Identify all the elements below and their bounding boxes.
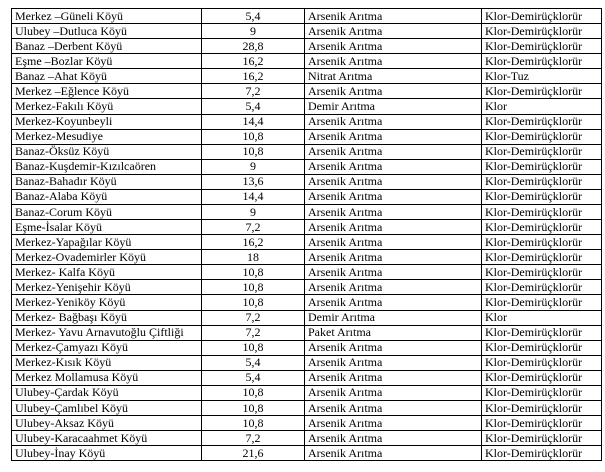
- disinfection-cell: Klor-Demirüçklorür: [482, 24, 602, 39]
- table-row: [12, 99, 602, 114]
- value-cell: 5,4: [202, 355, 305, 370]
- disinfection-cell: Klor-Demirüçklorür: [482, 159, 602, 174]
- treatment-cell: Arsenik Arıtma: [305, 250, 482, 265]
- value-cell: 13,6: [202, 174, 305, 189]
- value-cell: 9: [202, 205, 305, 220]
- table-row: [12, 385, 602, 400]
- location-cell: Ulubey-Çamlıbel Köyü: [12, 401, 202, 416]
- treatment-cell: Arsenik Arıtma: [305, 295, 482, 310]
- table-row: [12, 370, 602, 385]
- table-row: [12, 355, 602, 370]
- disinfection-cell: Klor-Demirüçklorür: [482, 295, 602, 310]
- treatment-cell: Arsenik Arıtma: [305, 114, 482, 129]
- table-row: [12, 265, 602, 280]
- value-cell: 16,2: [202, 54, 305, 69]
- location-cell: Merkez-Yenişehir Köyü: [12, 280, 202, 295]
- table-row: [12, 189, 602, 204]
- treatment-cell: Arsenik Arıtma: [305, 340, 482, 355]
- table-row: [12, 220, 602, 235]
- value-cell: 7,2: [202, 310, 305, 325]
- table-row: [12, 295, 602, 310]
- treatment-cell: Demir Arıtma: [305, 310, 482, 325]
- location-cell: Ulubey-Karacaahmet Köyü: [12, 431, 202, 446]
- disinfection-cell: Klor-Demirüçklorür: [482, 235, 602, 250]
- location-cell: Merkez-Yapağılar Köyü: [12, 235, 202, 250]
- location-cell: Merkez-Mesudiye: [12, 129, 202, 144]
- value-cell: 10,8: [202, 385, 305, 400]
- table-row: [12, 205, 602, 220]
- disinfection-cell: Klor-Demirüçklorür: [482, 431, 602, 446]
- disinfection-cell: Klor-Demirüçklorür: [482, 129, 602, 144]
- location-cell: Ulubey-İnay Köyü: [12, 446, 202, 461]
- location-cell: Merkez-Kısık Köyü: [12, 355, 202, 370]
- treatment-cell: Arsenik Arıtma: [305, 416, 482, 431]
- value-cell: 10,8: [202, 265, 305, 280]
- disinfection-cell: Klor-Demirüçklorür: [482, 355, 602, 370]
- value-cell: 5,4: [202, 9, 305, 24]
- location-cell: Merkez-Ovademirler Köyü: [12, 250, 202, 265]
- value-cell: 16,2: [202, 235, 305, 250]
- location-cell: Merkez Mollamusa Köyü: [12, 370, 202, 385]
- treatment-cell: Arsenik Arıtma: [305, 401, 482, 416]
- location-cell: Banaz –Derbent Köyü: [12, 39, 202, 54]
- treatment-cell: Arsenik Arıtma: [305, 280, 482, 295]
- table-row: [12, 310, 602, 325]
- value-cell: 14,4: [202, 189, 305, 204]
- disinfection-cell: Klor: [482, 99, 602, 114]
- disinfection-cell: Klor-Demirüçklorür: [482, 205, 602, 220]
- location-cell: Banaz-Öksüz Köyü: [12, 144, 202, 159]
- table-row: [12, 24, 602, 39]
- location-cell: Merkez-Çamyazı Köyü: [12, 340, 202, 355]
- table-row: [12, 340, 602, 355]
- table-row: [12, 159, 602, 174]
- table-row: [12, 39, 602, 54]
- value-cell: 10,8: [202, 295, 305, 310]
- location-cell: Ulubey-Aksaz Köyü: [12, 416, 202, 431]
- location-cell: Merkez-Fakılı Köyü: [12, 99, 202, 114]
- disinfection-cell: Klor-Demirüçklorür: [482, 265, 602, 280]
- treatment-cell: Arsenik Arıtma: [305, 446, 482, 461]
- value-cell: 10,8: [202, 401, 305, 416]
- table-row: [12, 69, 602, 84]
- facility-table: [11, 8, 602, 461]
- treatment-cell: Arsenik Arıtma: [305, 159, 482, 174]
- treatment-cell: Arsenik Arıtma: [305, 9, 482, 24]
- disinfection-cell: Klor-Demirüçklorür: [482, 340, 602, 355]
- treatment-cell: Demir Arıtma: [305, 99, 482, 114]
- value-cell: 7,2: [202, 325, 305, 340]
- table-row: [12, 446, 602, 461]
- table-row: [12, 325, 602, 340]
- disinfection-cell: Klor-Demirüçklorür: [482, 250, 602, 265]
- table-row: [12, 401, 602, 416]
- location-cell: Merkez- Kalfa Köyü: [12, 265, 202, 280]
- table-row: [12, 174, 602, 189]
- disinfection-cell: Klor-Demirüçklorür: [482, 54, 602, 69]
- location-cell: Ulubey –Dutluca Köyü: [12, 24, 202, 39]
- value-cell: 9: [202, 159, 305, 174]
- disinfection-cell: Klor-Demirüçklorür: [482, 114, 602, 129]
- table-body: [12, 9, 602, 461]
- disinfection-cell: Klor-Demirüçklorür: [482, 174, 602, 189]
- table-row: [12, 114, 602, 129]
- treatment-cell: Arsenik Arıtma: [305, 431, 482, 446]
- treatment-cell: Arsenik Arıtma: [305, 355, 482, 370]
- treatment-cell: Arsenik Arıtma: [305, 235, 482, 250]
- location-cell: Merkez-Koyunbeyli: [12, 114, 202, 129]
- value-cell: 5,4: [202, 99, 305, 114]
- location-cell: Banaz –Ahat Köyü: [12, 69, 202, 84]
- disinfection-cell: Klor-Demirüçklorür: [482, 84, 602, 99]
- table-row: [12, 84, 602, 99]
- disinfection-cell: Klor: [482, 310, 602, 325]
- value-cell: 5,4: [202, 370, 305, 385]
- table-row: [12, 416, 602, 431]
- treatment-cell: Arsenik Arıtma: [305, 220, 482, 235]
- disinfection-cell: Klor-Tuz: [482, 69, 602, 84]
- table-row: [12, 9, 602, 24]
- location-cell: Eşme-İsalar Köyü: [12, 220, 202, 235]
- location-cell: Banaz-Alaba Köyü: [12, 189, 202, 204]
- treatment-cell: Arsenik Arıtma: [305, 189, 482, 204]
- value-cell: 18: [202, 250, 305, 265]
- value-cell: 21,6: [202, 446, 305, 461]
- disinfection-cell: Klor-Demirüçklorür: [482, 9, 602, 24]
- treatment-cell: Arsenik Arıtma: [305, 84, 482, 99]
- location-cell: Merkez- Yavu Arnavutoğlu Çiftliği: [12, 325, 202, 340]
- location-cell: Eşme –Bozlar Köyü: [12, 54, 202, 69]
- disinfection-cell: Klor-Demirüçklorür: [482, 385, 602, 400]
- location-cell: Merkez –Eğlence Köyü: [12, 84, 202, 99]
- location-cell: Ulubey-Çardak Köyü: [12, 385, 202, 400]
- treatment-cell: Arsenik Arıtma: [305, 265, 482, 280]
- location-cell: Banaz-Corum Köyü: [12, 205, 202, 220]
- value-cell: 10,8: [202, 340, 305, 355]
- value-cell: 10,8: [202, 129, 305, 144]
- treatment-cell: Arsenik Arıtma: [305, 39, 482, 54]
- table-row: [12, 280, 602, 295]
- location-cell: Merkez- Bağbaşı Köyü: [12, 310, 202, 325]
- value-cell: 28,8: [202, 39, 305, 54]
- disinfection-cell: Klor-Demirüçklorür: [482, 220, 602, 235]
- disinfection-cell: Klor-Demirüçklorür: [482, 39, 602, 54]
- location-cell: Merkez-Yeniköy Köyü: [12, 295, 202, 310]
- table-row: [12, 235, 602, 250]
- treatment-cell: Arsenik Arıtma: [305, 205, 482, 220]
- disinfection-cell: Klor-Demirüçklorür: [482, 401, 602, 416]
- treatment-cell: Nitrat Arıtma: [305, 69, 482, 84]
- disinfection-cell: Klor-Demirüçklorür: [482, 325, 602, 340]
- value-cell: 10,8: [202, 280, 305, 295]
- treatment-cell: Arsenik Arıtma: [305, 129, 482, 144]
- treatment-cell: Arsenik Arıtma: [305, 370, 482, 385]
- value-cell: 10,8: [202, 416, 305, 431]
- location-cell: Banaz-Kuşdemir-Kızılcaören: [12, 159, 202, 174]
- value-cell: 14,4: [202, 114, 305, 129]
- treatment-cell: Arsenik Arıtma: [305, 174, 482, 189]
- table-row: [12, 129, 602, 144]
- value-cell: 10,8: [202, 144, 305, 159]
- treatment-cell: Paket Arıtma: [305, 325, 482, 340]
- table-row: [12, 144, 602, 159]
- treatment-cell: Arsenik Arıtma: [305, 24, 482, 39]
- table-row: [12, 431, 602, 446]
- value-cell: 9: [202, 24, 305, 39]
- disinfection-cell: Klor-Demirüçklorür: [482, 280, 602, 295]
- disinfection-cell: Klor-Demirüçklorür: [482, 144, 602, 159]
- disinfection-cell: Klor-Demirüçklorür: [482, 446, 602, 461]
- treatment-cell: Arsenik Arıtma: [305, 54, 482, 69]
- value-cell: 7,2: [202, 431, 305, 446]
- location-cell: Merkez –Güneli Köyü: [12, 9, 202, 24]
- disinfection-cell: Klor-Demirüçklorür: [482, 370, 602, 385]
- value-cell: 16,2: [202, 69, 305, 84]
- table-row: [12, 54, 602, 69]
- table-row: [12, 250, 602, 265]
- treatment-cell: Arsenik Arıtma: [305, 385, 482, 400]
- value-cell: 7,2: [202, 220, 305, 235]
- value-cell: 7,2: [202, 84, 305, 99]
- treatment-cell: Arsenik Arıtma: [305, 144, 482, 159]
- disinfection-cell: Klor-Demirüçklorür: [482, 416, 602, 431]
- disinfection-cell: Klor-Demirüçklorür: [482, 189, 602, 204]
- location-cell: Banaz-Bahadır Köyü: [12, 174, 202, 189]
